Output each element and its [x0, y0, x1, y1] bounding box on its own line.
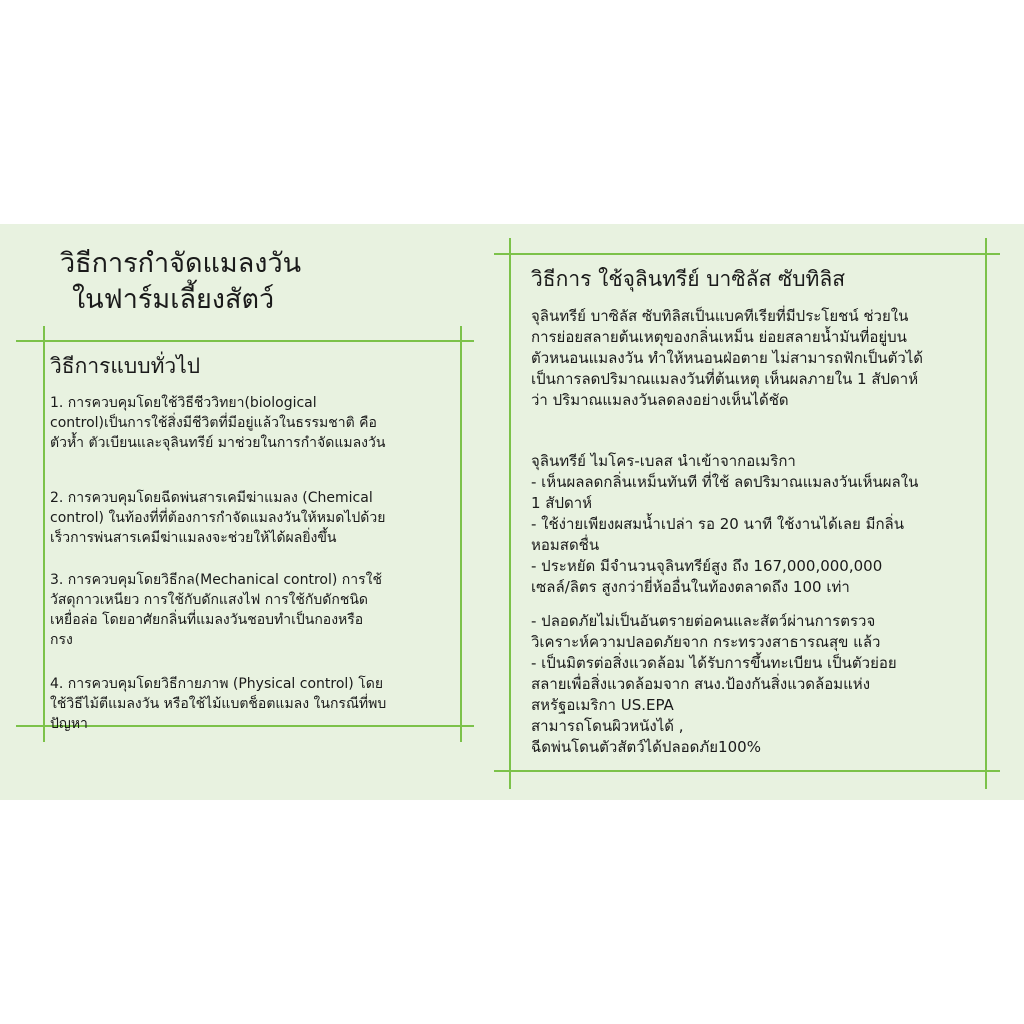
right-safety-paragraph [531, 611, 897, 758]
left-item-1 [50, 393, 385, 453]
left-frame-top-line [16, 340, 474, 342]
left-item-4-line: ปัญหา [50, 716, 88, 732]
left-item-4 [50, 674, 386, 734]
left-item-2-line: 2. การควบคุมโดยฉีดพ่นสารเคมีฆ่าแมลง (Chemical [50, 490, 373, 506]
page-title-line-2: ในฟาร์มเลี้ยงสัตว์ [72, 284, 275, 315]
right-intro-line: ว่า ปริมาณแมลงวันลดลงอย่างเห็นได้ชัด [531, 391, 789, 409]
right-panel-heading: วิธีการ ใช้จุลินทรีย์ บาซิลัส ซับทิลิส [531, 267, 846, 291]
right-intro-line: เป็นการลดปริมาณแมลงวันที่ต้นเหตุ เห็นผลภายใน 1 สัปดาห์ [531, 370, 919, 388]
right-product-line: - ใช้ง่ายเพียงผสมน้ำเปล่า รอ 20 นาที ใช้งานได้เลย มีกลิ่น [531, 515, 904, 533]
right-product-line: - เห็นผลลดกลิ่นเหม็นทันที ที่ใช้ ลดปริมาณแมลงวันเห็นผลใน [531, 473, 919, 491]
left-item-2 [50, 488, 385, 548]
right-safety-line: สหรัฐอเมริกา US.EPA [531, 696, 674, 714]
right-product-line: - ประหยัด มีจำนวนจุลินทรีย์สูง ถึง 167,000,000,000 [531, 557, 883, 575]
right-safety-line: - เป็นมิตรต่อสิ่งแวดล้อม ได้รับการขึ้นทะเบียน เป็นตัวย่อย [531, 654, 897, 672]
left-frame-right-line [460, 326, 462, 742]
left-item-3-line: วัสดุกาวเหนียว การใช้กับดักแสงไฟ การใช้กับดักชนิด [50, 592, 369, 608]
right-intro-line: จุลินทรีย์ บาซิลัส ซับทิลิสเป็นแบคทีเรียที่มีประโยชน์ ช่วยใน [531, 307, 909, 325]
left-item-1-line: 1. การควบคุมโดยใช้วิธีชีววิทยา(biological [50, 395, 317, 411]
left-item-2-line: เร็วการพ่นสารเคมีฆ่าแมลงจะช่วยให้ได้ผลยิ่งขึ้น [50, 530, 337, 546]
right-frame-top-line [494, 253, 1000, 255]
left-panel-heading: วิธีการแบบทั่วไป [50, 354, 201, 378]
left-item-2-line: control) ในท้องที่ที่ต้องการกำจัดแมลงวันให้หมดไปด้วย [50, 510, 386, 526]
right-product-line: เซลล์/ลิตร สูงกว่ายี่ห้ออื่นในท้องตลาดถึง 100 เท่า [531, 578, 850, 596]
right-intro-paragraph [531, 306, 923, 411]
left-item-1-line: ตัวห้ำ ตัวเบียนและจุลินทรีย์ มาช่วยในการกำจัดแมลงวัน [50, 435, 386, 451]
right-product-line: 1 สัปดาห์ [531, 494, 593, 512]
right-intro-line: การย่อยสลายต้นเหตุของกลิ่นเหม็น ย่อยสลายน้ำมันที่อยู่บน [531, 328, 907, 346]
right-product-line: หอมสดชื่น [531, 536, 600, 554]
right-safety-line: สลายเพื่อสิ่งแวดล้อมจาก สนง.ป้องกันสิ่งแวดล้อมแห่ง [531, 675, 871, 693]
left-item-3-line: เหยื่อล่อ โดยอาศัยกลิ่นที่แมลงวันชอบทำเป็นกองหรือ [50, 612, 364, 628]
left-item-3 [50, 570, 382, 650]
page-title [60, 246, 301, 318]
right-safety-line: วิเคราะห์ความปลอดภัยจาก กระทรวงสาธารณสุข แล้ว [531, 633, 881, 651]
right-frame-bottom-line [494, 770, 1000, 772]
left-item-4-line: ใช้วิธีไม้ตีแมลงวัน หรือใช้ไม้แบตช็อตแมลง ในกรณีที่พบ [50, 696, 387, 712]
left-item-3-line: 3. การควบคุมโดยวิธีกล(Mechanical control) การใช้ [50, 572, 382, 588]
left-item-1-line: control)เป็นการใช้สิ่งมีชีวิตที่มีอยู่แล้วในธรรมชาติ คือ [50, 415, 377, 431]
right-intro-line: ตัวหนอนแมลงวัน ทำให้หนอนฝ่อตาย ไม่สามารถฟักเป็นตัวได้ [531, 349, 924, 367]
right-frame-right-line [985, 238, 987, 789]
right-safety-line: สามารถโดนผิวหนังได้ , [531, 717, 684, 735]
right-product-paragraph [531, 451, 918, 598]
left-item-3-line: กรง [50, 632, 73, 648]
right-frame-left-line [509, 238, 511, 789]
left-frame-left-line [43, 326, 45, 742]
right-safety-line: ฉีดพ่นโดนตัวสัตว์ได้ปลอดภัย100% [531, 738, 761, 756]
right-safety-line: - ปลอดภัยไม่เป็นอันตรายต่อคนและสัตว์ผ่านการตรวจ [531, 612, 876, 630]
left-item-4-line: 4. การควบคุมโดยวิธีกายภาพ (Physical control) โดย [50, 676, 384, 692]
page-title-line-1: วิธีการกำจัดแมลงวัน [60, 248, 302, 279]
right-product-line: จุลินทรีย์ ไมโคร-เบลส นำเข้าจากอเมริกา [531, 452, 796, 470]
